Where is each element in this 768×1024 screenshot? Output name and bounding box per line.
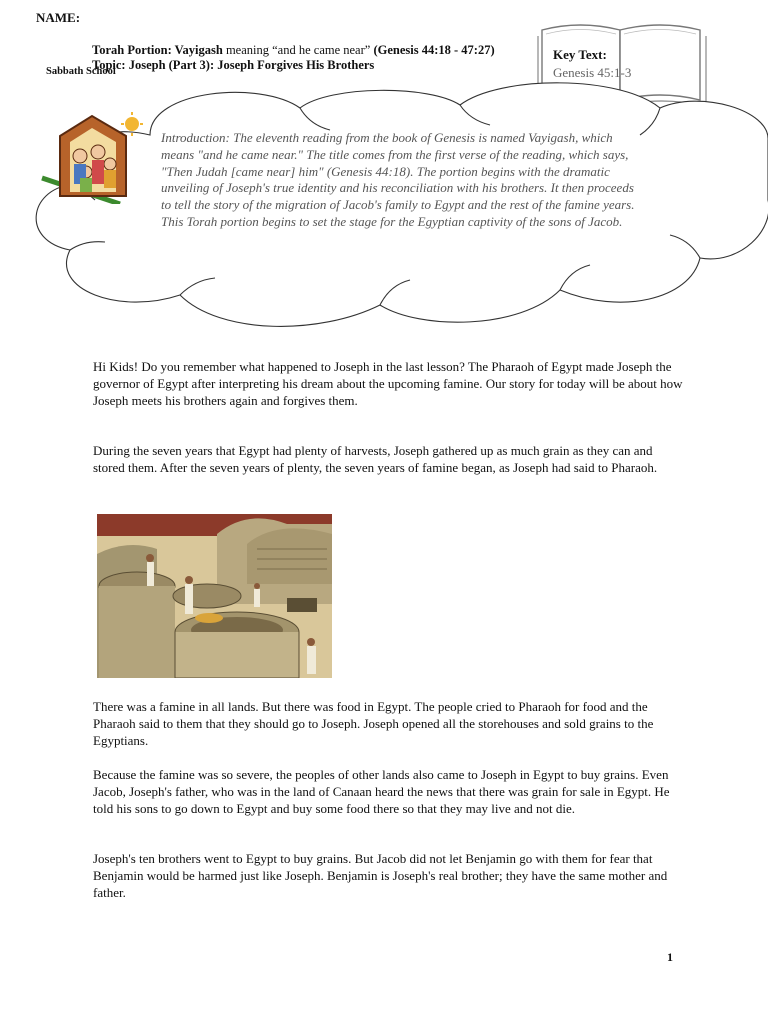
paragraph xyxy=(93,358,683,409)
paragraph xyxy=(93,698,683,749)
paragraph-text: There was a famine in all lands. But there was food in Egypt. The people cried to Pharaoh for food and the Pharaoh said to them that they should go to Joseph. Joseph opened all the storehouses and sold grains to the Egyptians. xyxy=(93,699,654,748)
portion-prefix: Torah Portion: Vayigash xyxy=(92,43,223,57)
school-label: Sabbath School xyxy=(46,66,116,77)
introduction-text: Introduction: The eleventh reading from the book of Genesis is named Vayigash, which means "and he came near." The title comes from the first verse of the reading, which says, "Then Judah [came near] him" (Genesis 44:18). The portion begins with the dramatic unveiling of Joseph's true identity and his reconciliation with his brothers. It then proceeds to tell the story of the migration of Jacob's family to Egypt and the rest of the famine years. This Torah portion begins to set the stage for the Egyptian captivity of the sons of Jacob. xyxy=(161,130,635,229)
key-text-reference: Genesis 45:1-3 xyxy=(553,65,632,80)
paragraph-text: Joseph's ten brothers went to Egypt to buy grains. But Jacob did not let Benjamin go with them for fear that Benjamin would be harmed just like Joseph. Benjamin is Joseph's real brother; they have the same mother and father. xyxy=(93,851,668,900)
key-text-label: Key Text: xyxy=(553,47,607,62)
paragraph xyxy=(93,766,683,817)
name-label: NAME: xyxy=(36,10,81,25)
page-number: 1 xyxy=(667,950,673,964)
topic-line: Topic: Joseph (Part 3): Joseph Forgives His Brothers xyxy=(92,58,375,72)
paragraph-text: During the seven years that Egypt had plenty of harvests, Joseph gathered up as much grain as they can and stored them. After the seven years of plenty, the seven years of famine began, as Joseph had said to Pharaoh. xyxy=(93,443,658,475)
sabbath-school-clipart xyxy=(40,112,150,204)
grain-storehouse-illustration xyxy=(97,514,332,678)
torah-portion-line xyxy=(92,43,495,58)
paragraph-text: Because the famine was so severe, the peoples of other lands also came to Joseph in Egypt to buy grains. Even Jacob, Joseph's father, who was in the land of Canaan heard the news that there was grain for sale in Egypt. He told his sons to go down to Egypt and buy some food there so that they may live and not die. xyxy=(93,767,670,816)
portion-reference: (Genesis 44:18 - 47:27) xyxy=(373,43,495,57)
paragraph-text: Hi Kids! Do you remember what happened to Joseph in the last lesson? The Pharaoh of Egypt made Joseph the governor of Egypt after interpreting his dream about the upcoming famine. Our story for today will be about how Joseph meets his brothers again and forgives them. xyxy=(93,359,683,408)
paragraph xyxy=(93,850,683,901)
portion-meaning: meaning “and he came near” xyxy=(222,43,374,57)
paragraph xyxy=(93,442,683,476)
